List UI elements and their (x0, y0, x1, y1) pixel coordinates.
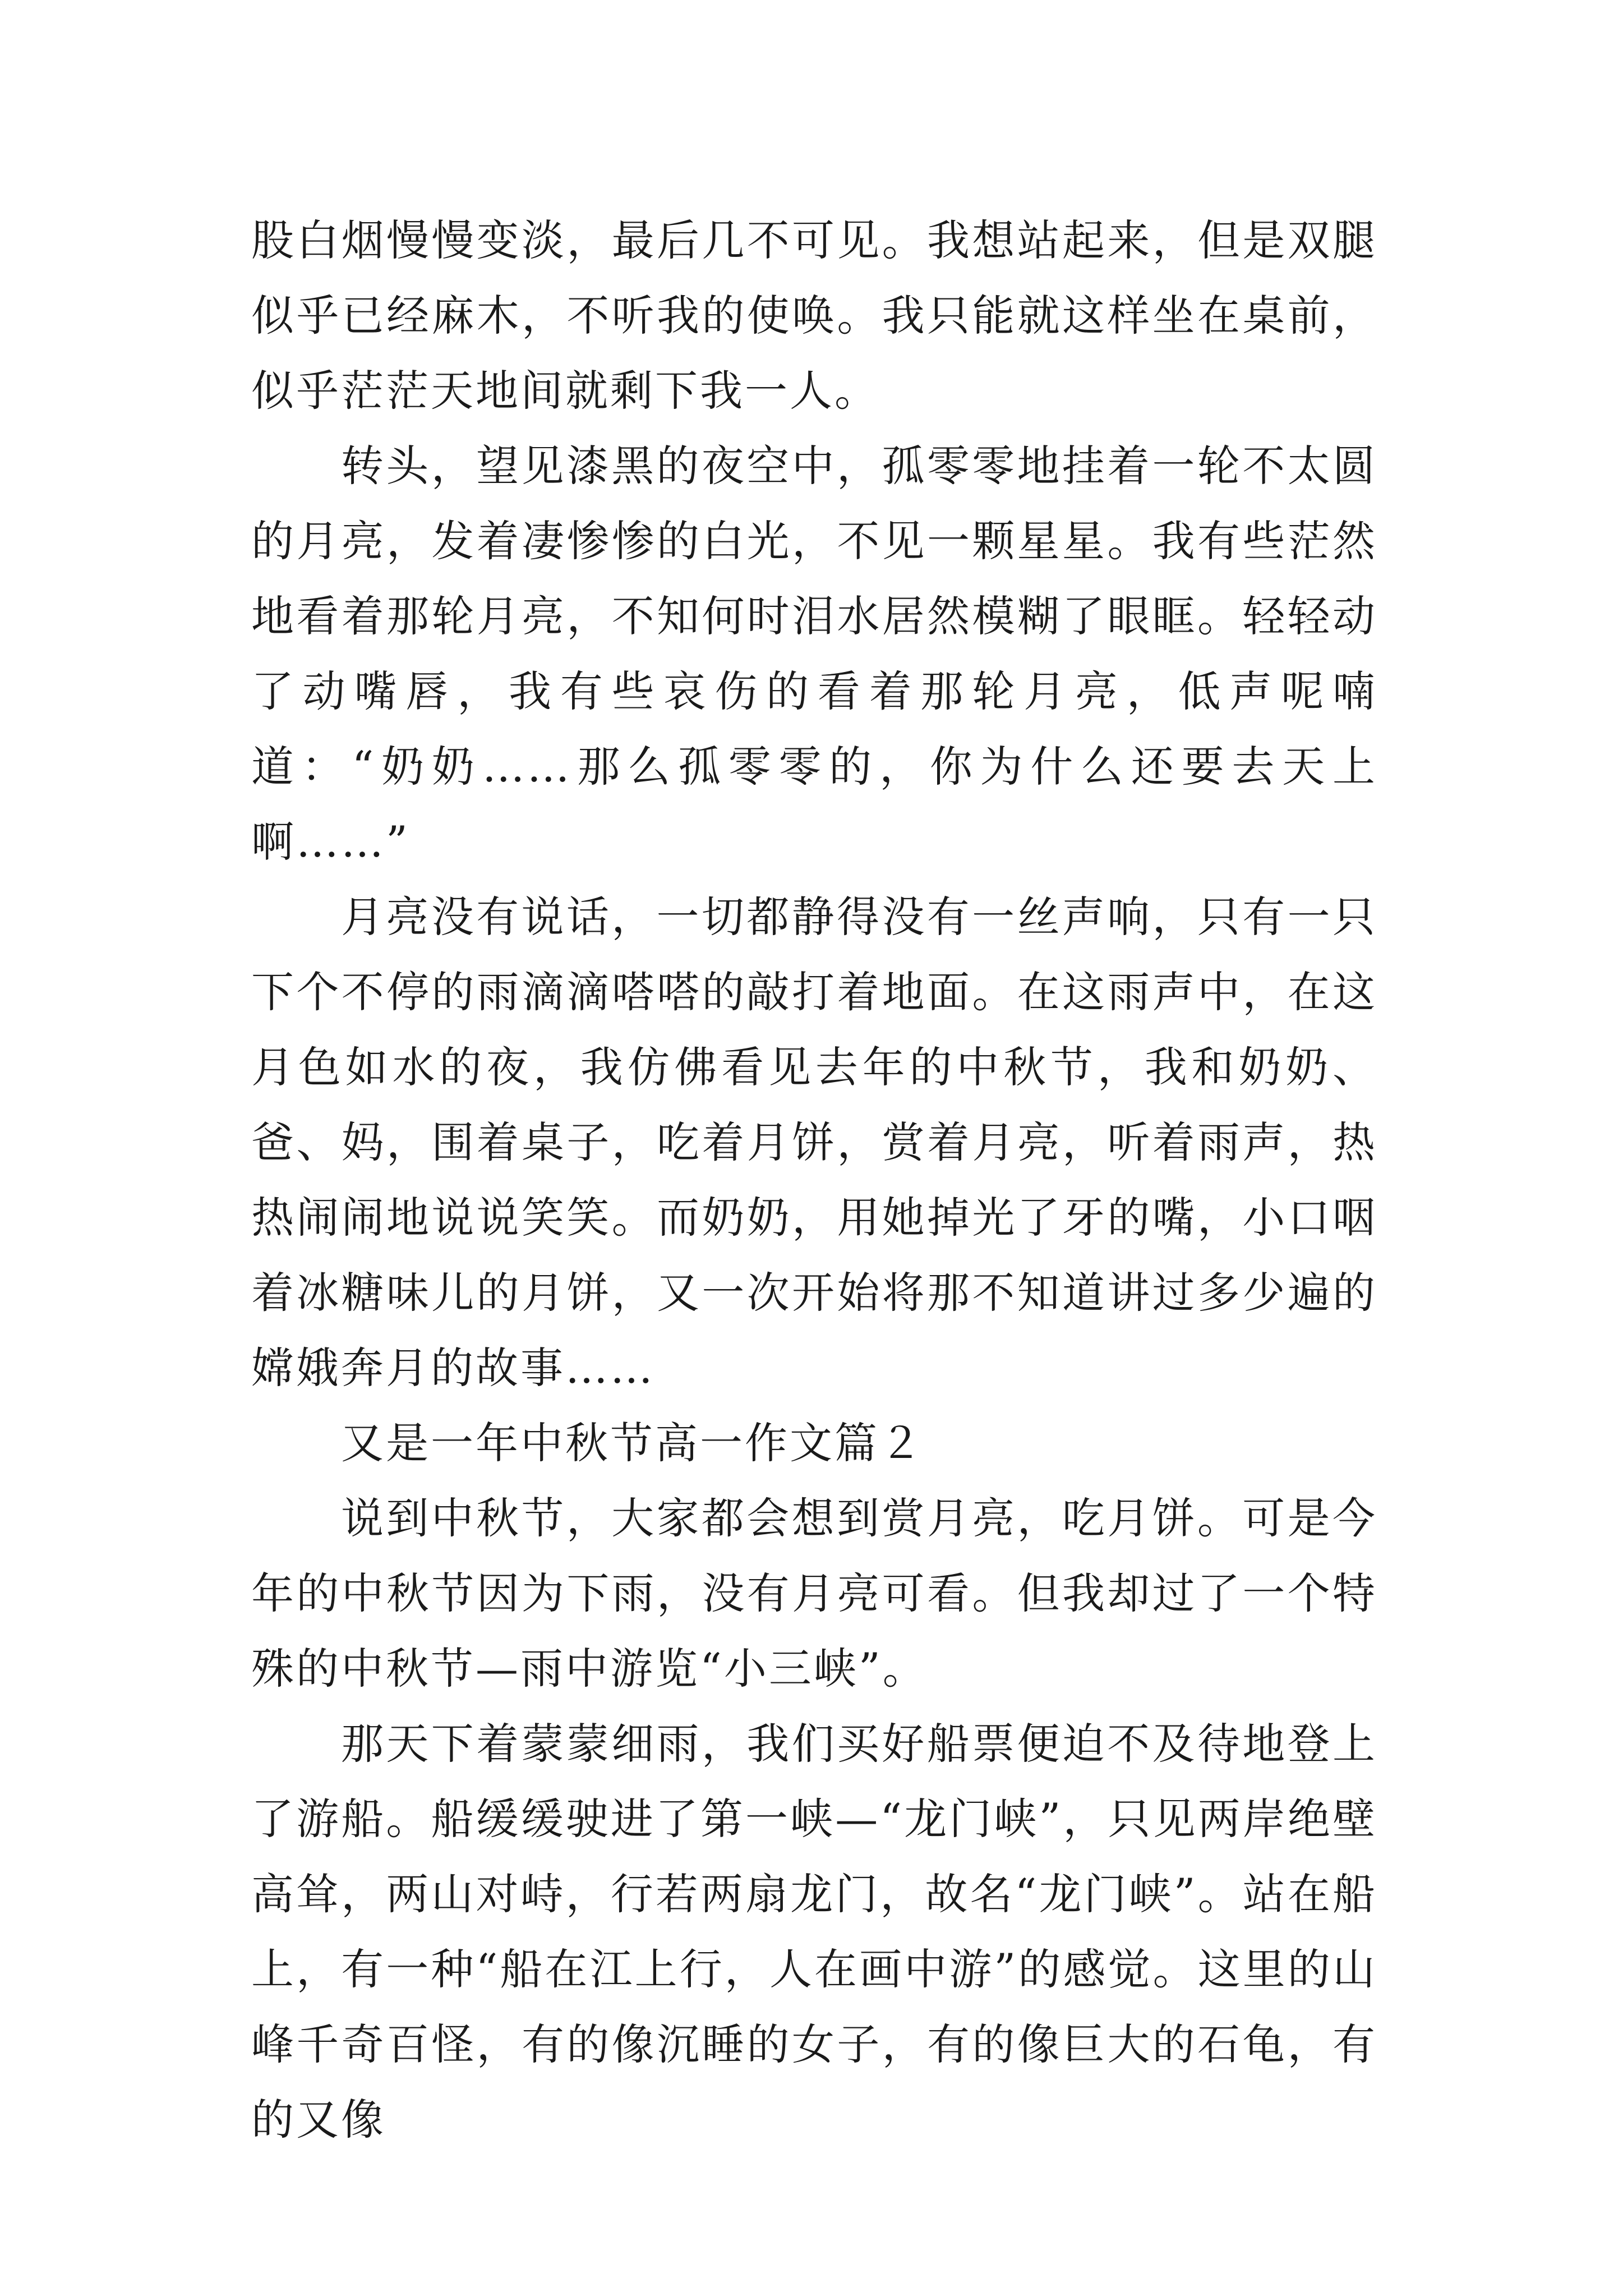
paragraph-5: 那天下着蒙蒙细雨，我们买好船票便迫不及待地登上了游船。船缓缓驶进了第一峡—“龙门峡”，只见两岸绝壁高耸，两山对峙，行若两扇龙门，故名“龙门峡”。站在船上，有一种“船在江上行，人在画中游”的感觉。这里的山峰千奇百怪，有的像沉睡的女子，有的像巨大的石龟，有的又像 (251, 1719, 1377, 2145)
body-text (251, 203, 1377, 2157)
paragraph-3: 月亮没有说话，一切都静得没有一丝声响，只有一只下个不停的雨滴滴嗒嗒的敲打着地面。在这雨声中，在这月色如水的夜，我仿佛看见去年的中秋节，我和奶奶、爸、妈，围着桌子，吃着月饼，赏着月亮，听着雨声，热热闹闹地说说笑笑。而奶奶，用她掉光了牙的嘴，小口咽着冰糖味儿的月饼，又一次开始将那不知道讲过多少遍的嫦娥奔月的故事…… (251, 892, 1377, 1393)
paragraph-2: 转头，望见漆黑的夜空中，孤零零地挂着一轮不太圆的月亮，发着凄惨惨的白光，不见一颗星星。我有些茫然地看着那轮月亮，不知何时泪水居然模糊了眼眶。轻轻动了动嘴唇，我有些哀伤的看着那轮月亮，低声呢喃道：“奶奶……那么孤零零的，你为什么还要去天上啊……” (251, 441, 1377, 867)
section-heading: 又是一年中秋节高一作文篇２ (341, 1418, 924, 1468)
paragraph-1: 股白烟慢慢变淡，最后几不可见。我想站起来，但是双腿似乎已经麻木，不听我的使唤。我只能就这样坐在桌前，似乎茫茫天地间就剩下我一人。 (251, 215, 1377, 416)
paragraph-4: 说到中秋节，大家都会想到赏月亮，吃月饼。可是今年的中秋节因为下雨，没有月亮可看。但我却过了一个特殊的中秋节—雨中游览“小三峡”。 (251, 1493, 1377, 1694)
